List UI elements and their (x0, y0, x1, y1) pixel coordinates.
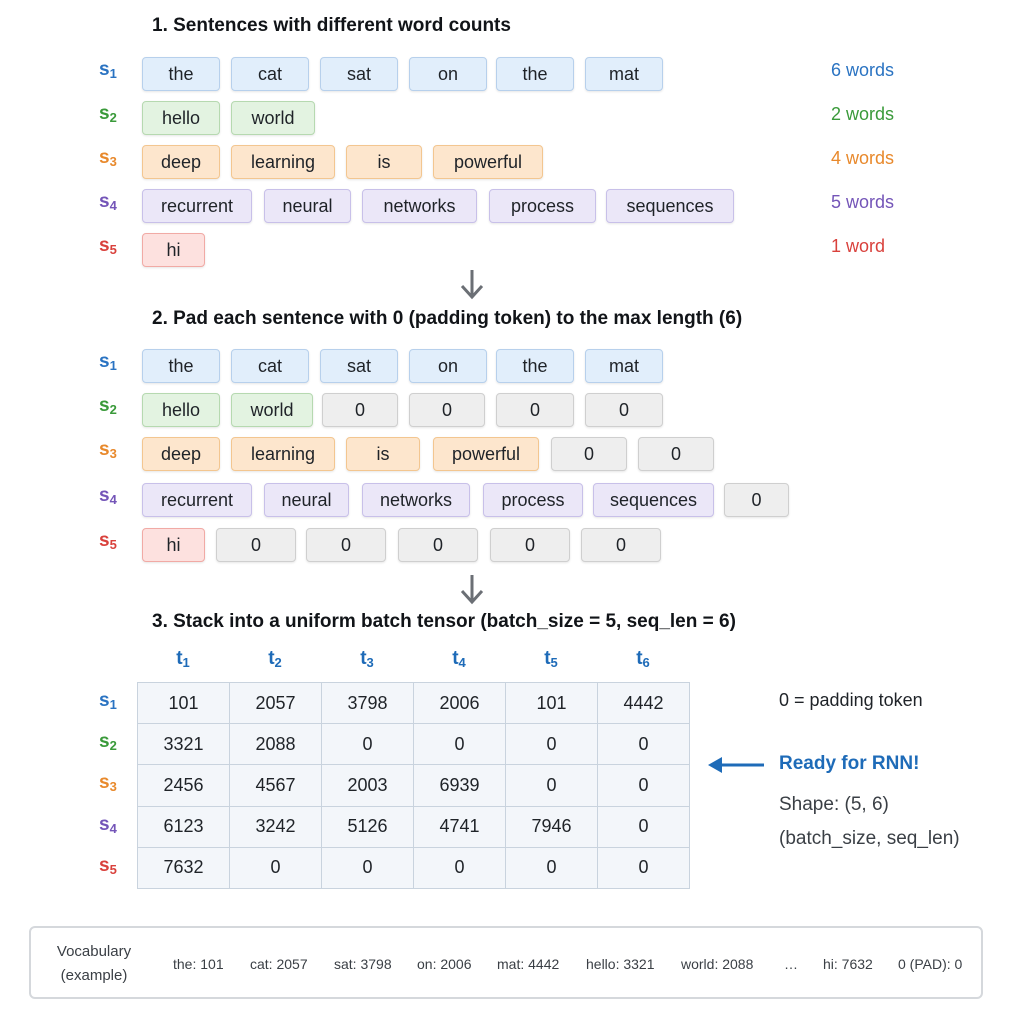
tensor-row-label (99, 814, 117, 836)
padding-token-chip: 0 (409, 393, 485, 427)
word-token-chip: networks (362, 483, 470, 517)
padding-token-chip: 0 (585, 393, 663, 427)
tensor-cell: 2456 (138, 765, 230, 806)
tensor-cell: 6939 (414, 765, 506, 806)
shape-label: Shape: (5, 6) (779, 794, 889, 815)
padding-token-chip: 0 (490, 528, 570, 562)
sentence-row (0, 233, 1024, 267)
vocabulary-entry: hi: 7632 (823, 956, 873, 972)
tensor-cell: 0 (414, 724, 506, 765)
word-token-chip: sat (320, 57, 398, 91)
word-count-label: 1 word (831, 236, 886, 256)
tensor-cell: 2003 (322, 765, 414, 806)
tensor-cell: 101 (506, 683, 598, 724)
section3-heading: 3. Stack into a uniform batch tensor (batch_size = 5, seq_len = 6) (152, 611, 736, 632)
word-token-chip: cat (231, 349, 309, 383)
tensor-cell: 3321 (138, 724, 230, 765)
sentence-label-letter: s (99, 235, 110, 256)
word-token-chip: the (142, 57, 220, 91)
vocabulary-entry: sat: 3798 (334, 956, 392, 972)
vocabulary-entry: on: 2006 (417, 956, 472, 972)
word-token-chip: neural (264, 483, 349, 517)
time-step-header (597, 648, 689, 670)
tensor-cell: 0 (598, 765, 690, 806)
left-arrow-icon (706, 754, 766, 776)
tensor-row (138, 724, 690, 765)
word-token-chip: the (142, 349, 220, 383)
tensor-cell: 7946 (506, 806, 598, 847)
word-token-chip: world (231, 393, 313, 427)
word-count-label: 6 words (831, 60, 895, 80)
batch-tensor-table (137, 682, 690, 889)
word-token-chip: mat (585, 349, 663, 383)
time-step-letter: t (360, 648, 367, 669)
down-arrow-icon (458, 573, 486, 605)
padding-token-chip: 0 (551, 437, 627, 471)
sentence-label-subscript: 3 (109, 154, 117, 169)
padding-token-chip: 0 (306, 528, 386, 562)
word-token-chip: recurrent (142, 483, 252, 517)
sentence-row (0, 437, 1024, 471)
sentence-label (99, 351, 117, 373)
sentence-row (0, 528, 1024, 562)
word-count-label: 2 words (831, 104, 895, 124)
sentence-label-subscript: 5 (109, 242, 117, 257)
tensor-cell: 101 (138, 683, 230, 724)
tensor-cell: 7632 (138, 847, 230, 888)
vocabulary-entry: … (784, 956, 798, 972)
sentence-label (99, 485, 117, 507)
tensor-row (138, 847, 690, 888)
sentence-label-subscript: 2 (109, 110, 117, 125)
word-token-chip: learning (231, 145, 335, 179)
section2-heading: 2. Pad each sentence with 0 (padding token) to the max length (6) (152, 308, 743, 329)
tensor-row-label-letter: s (99, 855, 110, 876)
down-arrow-icon (458, 268, 486, 300)
sentence-row (0, 57, 1024, 91)
sentence-row (0, 189, 1024, 223)
word-token-chip: on (409, 349, 487, 383)
vocabulary-entry: the: 101 (173, 956, 224, 972)
tensor-row-label-letter: s (99, 772, 110, 793)
sentence-label-letter: s (99, 395, 110, 416)
time-step-subscript: 5 (550, 655, 558, 670)
time-step-subscript: 2 (274, 655, 282, 670)
time-step-letter: t (636, 648, 643, 669)
tensor-cell: 0 (598, 847, 690, 888)
word-token-chip: world (231, 101, 315, 135)
tensor-cell: 4442 (598, 683, 690, 724)
time-step-header (137, 648, 229, 670)
sentence-label-letter: s (99, 351, 110, 372)
vocabulary-title-line1: Vocabulary (56, 943, 132, 960)
sentence-label (99, 147, 117, 169)
sentence-label-subscript: 1 (109, 66, 117, 81)
word-token-chip: cat (231, 57, 309, 91)
tensor-row-label-subscript: 3 (109, 779, 117, 794)
time-step-header (321, 648, 413, 670)
sentence-label-subscript: 2 (109, 402, 117, 417)
tensor-cell: 0 (414, 847, 506, 888)
time-step-header (229, 648, 321, 670)
time-step-letter: t (268, 648, 275, 669)
word-token-chip: powerful (433, 437, 539, 471)
sentence-label (99, 59, 117, 81)
word-token-chip: mat (585, 57, 663, 91)
tensor-cell: 0 (598, 806, 690, 847)
sentence-label-letter: s (99, 103, 110, 124)
word-token-chip: learning (231, 437, 335, 471)
ready-for-rnn-label: Ready for RNN! (779, 753, 920, 774)
word-token-chip: is (346, 437, 420, 471)
word-token-chip: on (409, 57, 487, 91)
time-step-letter: t (544, 648, 551, 669)
padding-token-chip: 0 (581, 528, 661, 562)
sentence-label-subscript: 4 (109, 198, 117, 213)
shape-dims-label: (batch_size, seq_len) (779, 828, 960, 849)
sentence-row (0, 393, 1024, 427)
word-token-chip: neural (264, 189, 351, 223)
tensor-row (138, 806, 690, 847)
tensor-row-label-letter: s (99, 731, 110, 752)
tensor-cell: 0 (322, 724, 414, 765)
tensor-cell: 2088 (230, 724, 322, 765)
word-token-chip: deep (142, 437, 220, 471)
tensor-cell: 3798 (322, 683, 414, 724)
section1-heading: 1. Sentences with different word counts (152, 15, 511, 36)
tensor-row-label-subscript: 2 (109, 738, 117, 753)
tensor-row-label-subscript: 4 (109, 821, 117, 836)
tensor-row-label-subscript: 1 (109, 697, 117, 712)
sentence-row (0, 483, 1024, 517)
tensor-cell: 0 (598, 724, 690, 765)
tensor-cell: 4741 (414, 806, 506, 847)
padding-token-chip: 0 (398, 528, 478, 562)
word-token-chip: hi (142, 528, 205, 562)
padding-token-chip: 0 (496, 393, 574, 427)
sentence-label (99, 103, 117, 125)
word-token-chip: sequences (606, 189, 734, 223)
time-step-subscript: 3 (366, 655, 374, 670)
time-step-subscript: 6 (642, 655, 650, 670)
tensor-cell: 0 (506, 847, 598, 888)
padding-token-chip: 0 (322, 393, 398, 427)
sentence-label (99, 191, 117, 213)
vocabulary-entry: world: 2088 (681, 956, 754, 972)
tensor-row-label (99, 772, 117, 794)
word-token-chip: is (346, 145, 422, 179)
sentence-row (0, 349, 1024, 383)
tensor-cell: 6123 (138, 806, 230, 847)
word-token-chip: process (489, 189, 596, 223)
vocabulary-entry: 0 (PAD): 0 (898, 956, 963, 972)
time-step-letter: t (452, 648, 459, 669)
word-token-chip: deep (142, 145, 220, 179)
time-step-subscript: 1 (182, 655, 190, 670)
tensor-cell: 4567 (230, 765, 322, 806)
time-step-header (505, 648, 597, 670)
tensor-cell: 0 (322, 847, 414, 888)
tensor-row-label (99, 855, 117, 877)
tensor-row (138, 765, 690, 806)
tensor-cell: 2057 (230, 683, 322, 724)
word-token-chip: the (496, 349, 574, 383)
tensor-row-label-subscript: 5 (109, 862, 117, 877)
sentence-label-subscript: 5 (109, 537, 117, 552)
time-step-subscript: 4 (458, 655, 466, 670)
tensor-cell: 0 (230, 847, 322, 888)
sentence-label-subscript: 1 (109, 358, 117, 373)
padding-token-chip: 0 (216, 528, 296, 562)
padding-token-chip: 0 (724, 483, 789, 517)
time-step-letter: t (176, 648, 183, 669)
sentence-label (99, 530, 117, 552)
sentence-label-subscript: 4 (109, 492, 117, 507)
tensor-row-label (99, 690, 117, 712)
vocabulary-box (29, 926, 983, 999)
vocabulary-title-line2: (example) (60, 967, 128, 984)
vocabulary-title (31, 940, 157, 988)
sentence-label-subscript: 3 (109, 446, 117, 461)
vocabulary-entry: mat: 4442 (497, 956, 560, 972)
padding-note: 0 = padding token (779, 690, 923, 710)
word-token-chip: hello (142, 101, 220, 135)
tensor-row-label-letter: s (99, 690, 110, 711)
word-token-chip: networks (362, 189, 477, 223)
sentence-row (0, 145, 1024, 179)
vocabulary-entry: hello: 3321 (586, 956, 655, 972)
tensor-row-label (99, 731, 117, 753)
tensor-cell: 0 (506, 765, 598, 806)
sentence-label-letter: s (99, 191, 110, 212)
word-token-chip: process (483, 483, 583, 517)
sentence-label-letter: s (99, 147, 110, 168)
word-token-chip: recurrent (142, 189, 252, 223)
tensor-cell: 0 (506, 724, 598, 765)
sentence-row (0, 101, 1024, 135)
word-count-label: 5 words (831, 192, 895, 212)
word-token-chip: sat (320, 349, 398, 383)
word-token-chip: sequences (593, 483, 714, 517)
word-token-chip: hi (142, 233, 205, 267)
word-token-chip: hello (142, 393, 220, 427)
sentence-label-letter: s (99, 59, 110, 80)
tensor-cell: 2006 (414, 683, 506, 724)
word-count-label: 4 words (831, 148, 895, 168)
word-token-chip: powerful (433, 145, 543, 179)
time-step-header (413, 648, 505, 670)
sentence-label (99, 395, 117, 417)
sentence-label (99, 439, 117, 461)
padding-token-chip: 0 (638, 437, 714, 471)
tensor-row (138, 683, 690, 724)
tensor-row-label-letter: s (99, 814, 110, 835)
word-token-chip: the (496, 57, 574, 91)
vocabulary-entry: cat: 2057 (250, 956, 308, 972)
sentence-label-letter: s (99, 439, 110, 460)
sentence-label-letter: s (99, 530, 110, 551)
tensor-cell: 5126 (322, 806, 414, 847)
sentence-label-letter: s (99, 485, 110, 506)
tensor-cell: 3242 (230, 806, 322, 847)
sentence-label (99, 235, 117, 257)
